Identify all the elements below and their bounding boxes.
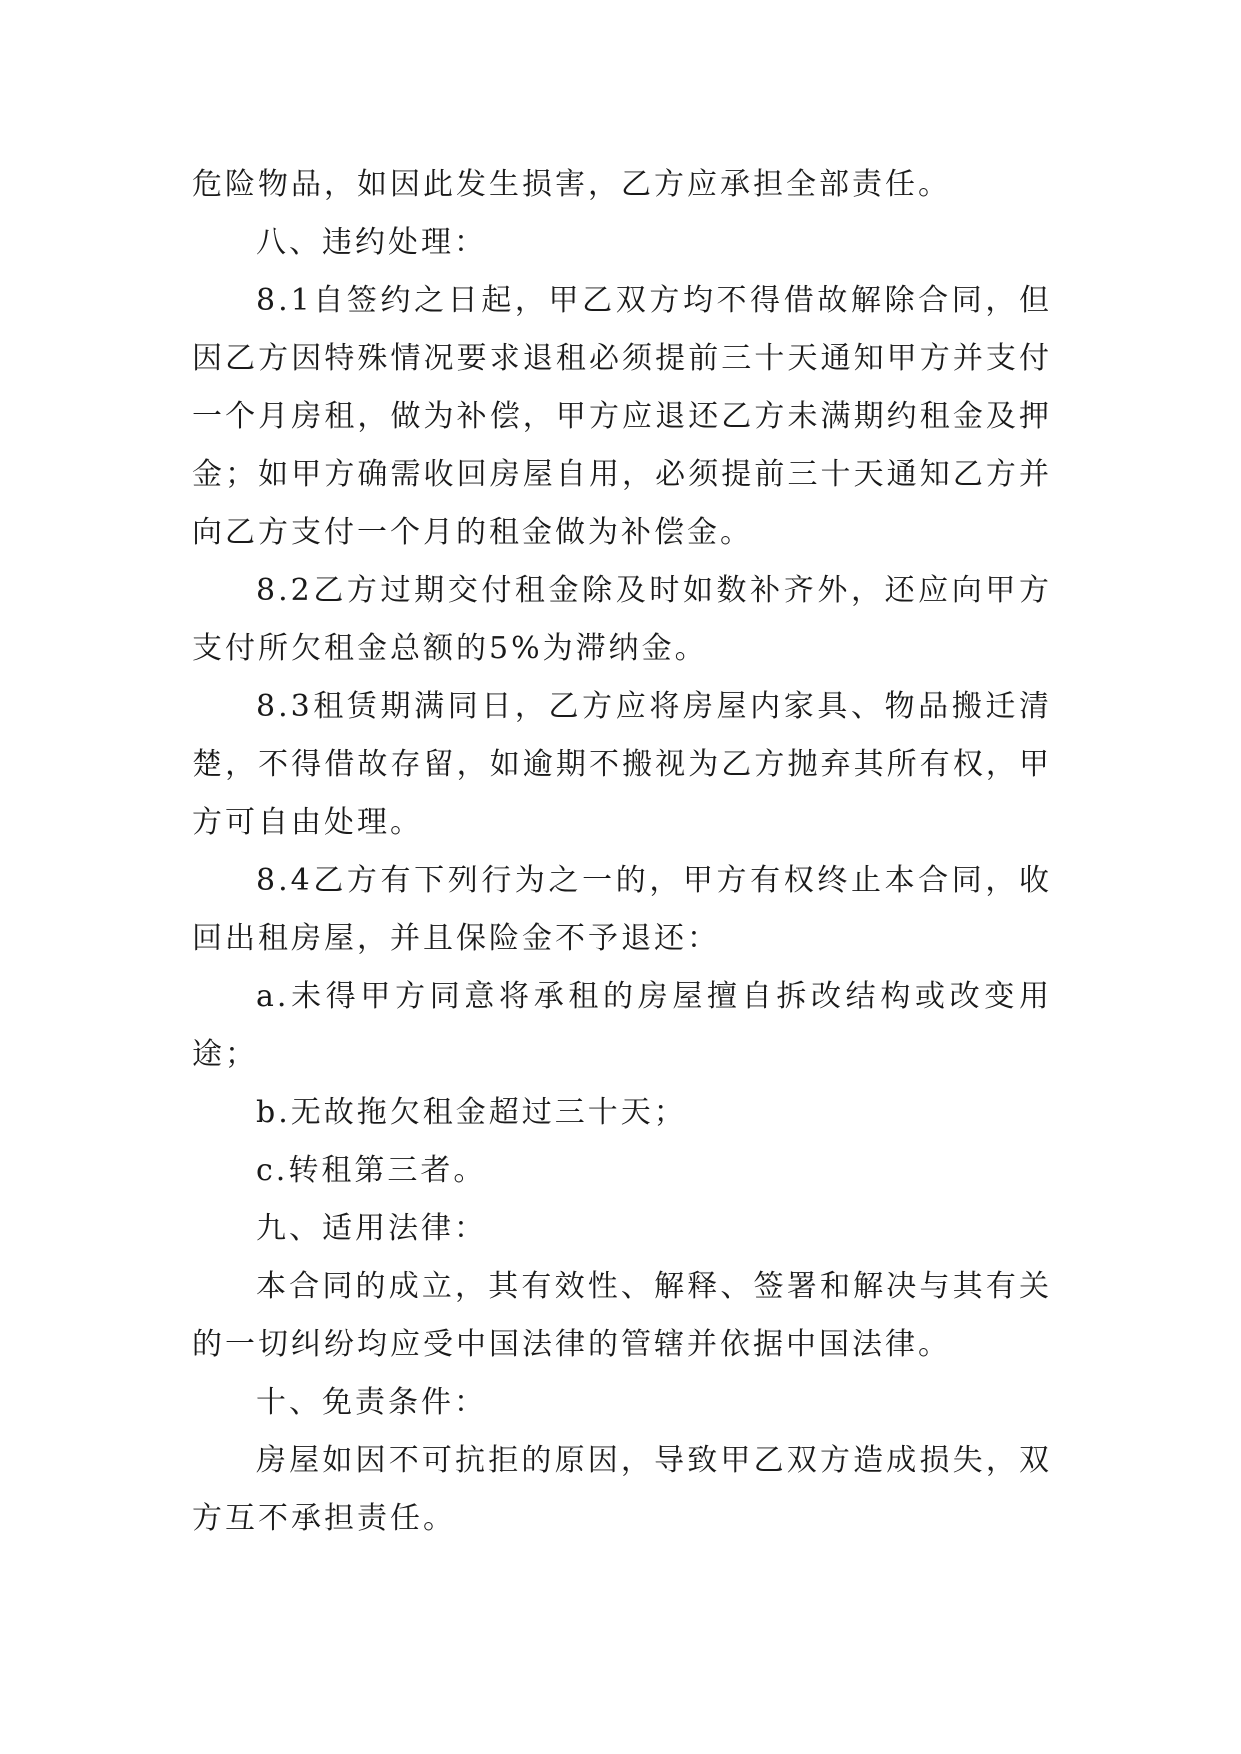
clause-8-4-a: a.未得甲方同意将承租的房屋擅自拆改结构或改变用途； [192,979,1052,1072]
clause-8-2: 8.2乙方过期交付租金除及时如数补齐外，还应向甲方支付所欠租金总额的5%为滞纳金。 [192,573,1052,666]
clause-applicable-law: 本合同的成立，其有效性、解释、签署和解决与其有关的一切纠纷均应受中国法律的管辖并依据中国法律。 [192,1269,1052,1362]
clause-8-4-b: b.无故拖欠租金超过三十天； [256,1095,687,1130]
clause-8-3: 8.3租赁期满同日，乙方应将房屋内家具、物品搬迁清楚，不得借故存留，如逾期不搬视为乙方抛弃其所有权，甲方可自由处理。 [192,689,1052,840]
document-body [192,156,1052,1548]
section-heading-law: 九、适用法律： [256,1211,487,1246]
section-heading-exemption: 十、免责条件： [256,1385,487,1420]
clause-8-4: 8.4乙方有下列行为之一的，甲方有权终止本合同，收回出租房屋，并且保险金不予退还： [192,863,1052,956]
section-heading-breach: 八、违约处理： [256,225,487,260]
clause-exemption: 房屋如因不可抗拒的原因，导致甲乙双方造成损失，双方互不承担责任。 [192,1443,1052,1536]
clause-8-1: 8.1自签约之日起，甲乙双方均不得借故解除合同，但因乙方因特殊情况要求退租必须提前三十天通知甲方并支付一个月房租，做为补偿，甲方应退还乙方未满期约租金及押金；如甲方确需收回房屋自用，必须提前三十天通知乙方并向乙方支付一个月的租金做为补偿金。 [192,283,1052,550]
paragraph-continuation: 危险物品，如因此发生损害，乙方应承担全部责任。 [192,167,951,202]
clause-8-4-c: c.转租第三者。 [256,1153,487,1188]
